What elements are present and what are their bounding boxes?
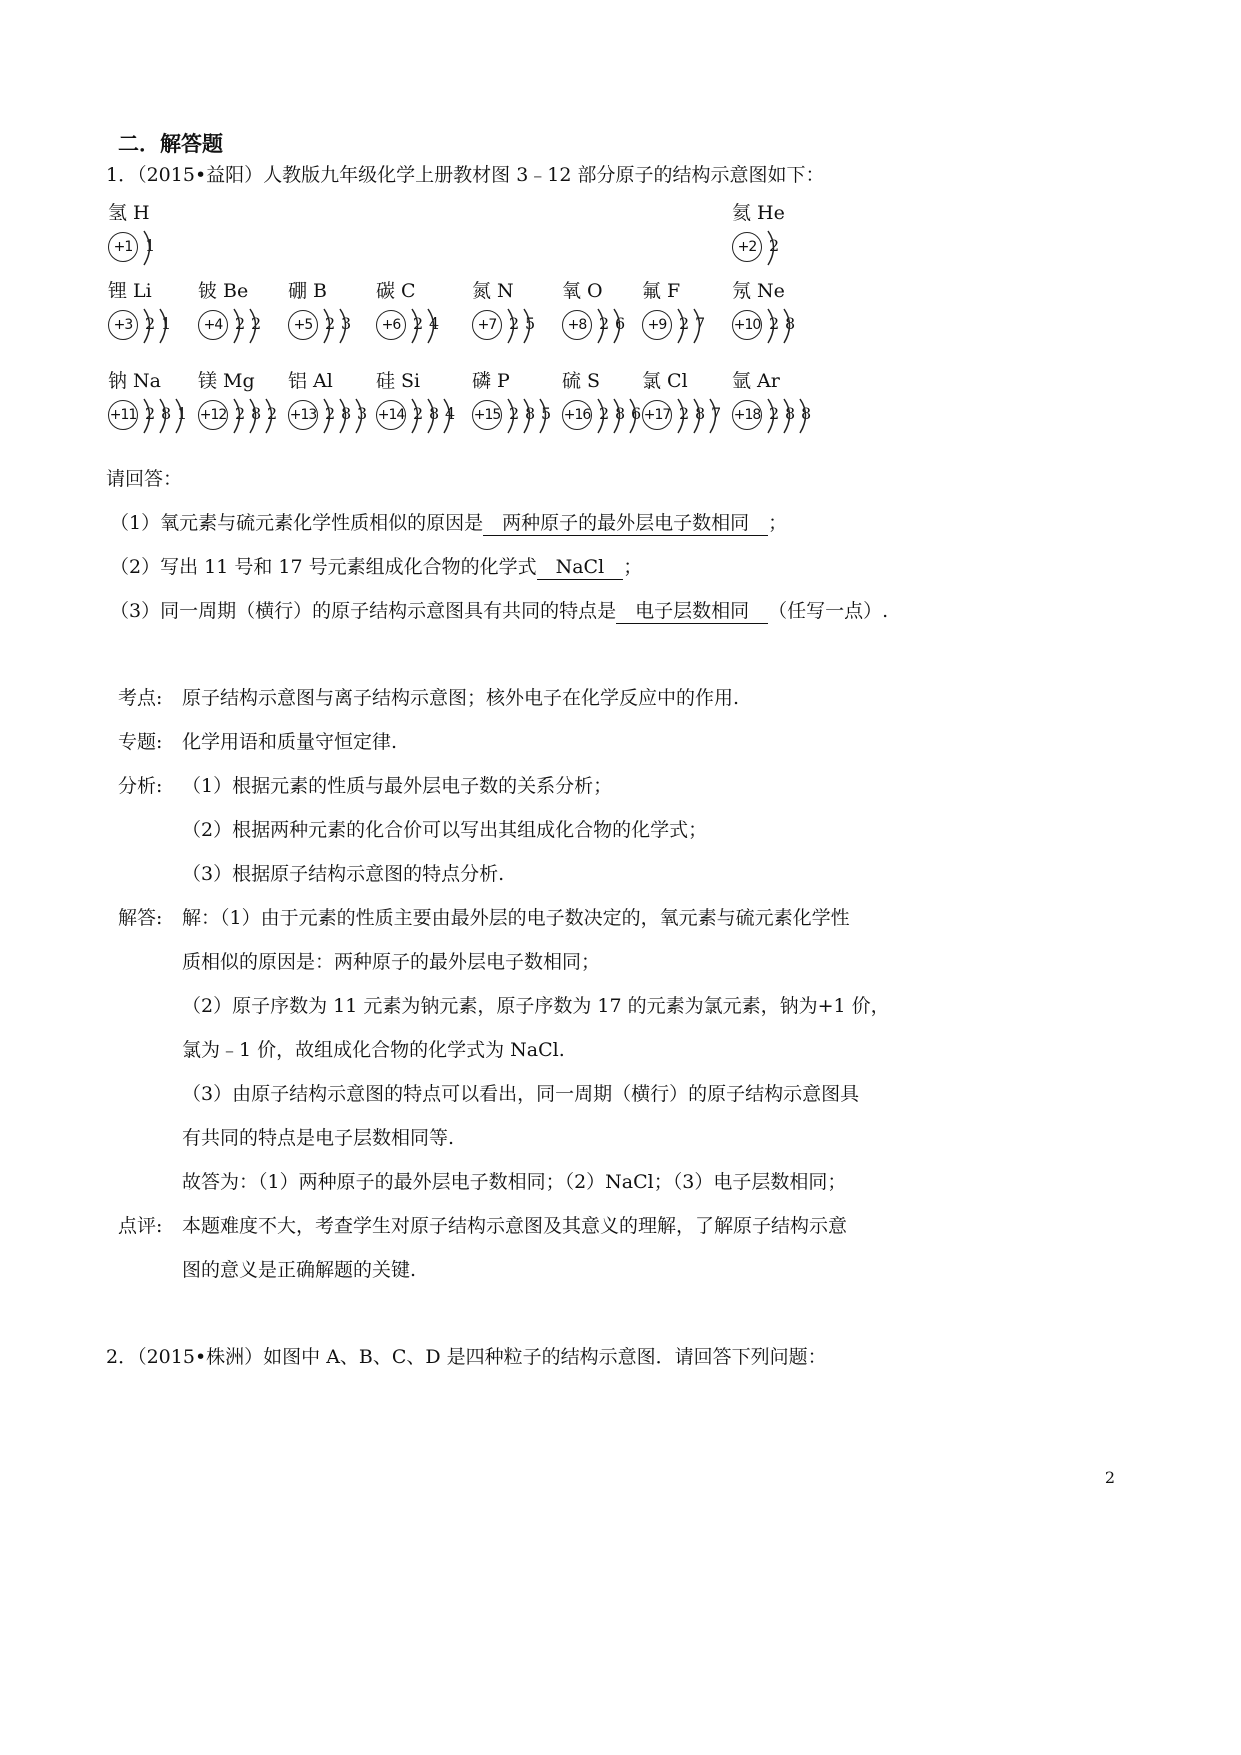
dianping-line: 图的意义是正确解题的关键. — [182, 1259, 417, 1281]
section-title: 二．解答题 — [118, 132, 223, 156]
nucleus-charge: +15 — [472, 400, 502, 430]
shell-arc — [710, 399, 716, 433]
element-name: 氮 N — [472, 280, 514, 302]
nucleus-charge: +12 — [198, 400, 228, 430]
nucleus-charge: +6 — [376, 310, 406, 340]
question-2-stem: 2．（2015•株洲）如图中 A、B、C、D 是四种粒子的结构示意图．请回答下列问题： — [106, 1346, 827, 1368]
sub-question-2-text: （2）写出 11 号和 17 号元素组成化合物的化学式 — [110, 556, 537, 578]
shell-arc — [340, 309, 346, 343]
sub-question-1 — [110, 508, 787, 536]
electron-shells — [376, 396, 468, 436]
electron-shells — [108, 228, 200, 268]
shell-arc — [678, 309, 684, 343]
shell-arc — [160, 399, 166, 433]
nucleus-charge: +8 — [562, 310, 592, 340]
element-name: 硼 B — [288, 280, 328, 302]
sub-question-2-tail: ； — [623, 556, 643, 578]
element-name: 磷 P — [472, 370, 510, 392]
atom-diagram — [642, 276, 734, 366]
shell-electron-count: 8 — [695, 404, 706, 423]
nucleus-charge: +7 — [472, 310, 502, 340]
atom-diagram — [472, 276, 564, 366]
shell-arc — [630, 399, 636, 433]
sub-question-2 — [110, 552, 642, 580]
jieda-line: 故答为：（1）两种原子的最外层电子数相同；（2）NaCl；（3）电子层数相同； — [182, 1171, 847, 1193]
shell-electron-count: 2 — [599, 404, 610, 423]
zhuanti-label: 专题: — [118, 731, 163, 753]
element-name: 铝 Al — [288, 370, 333, 392]
fenxi-line: （3）根据原子结构示意图的特点分析. — [182, 863, 505, 885]
shell-electron-count: 2 — [509, 404, 520, 423]
shell-electron-count: 8 — [161, 404, 172, 423]
nucleus-charge: +11 — [108, 400, 138, 430]
shell-arc — [428, 399, 434, 433]
answer-prompt: 请回答： — [106, 468, 183, 490]
atom-diagram — [562, 366, 654, 456]
shell-arc — [768, 399, 774, 433]
sub-question-3-tail: （任写一点）. — [768, 600, 889, 622]
nucleus-charge: +2 — [732, 232, 762, 262]
electron-shells — [198, 306, 290, 346]
shell-electron-count: 1 — [161, 314, 172, 333]
element-name: 碳 C — [376, 280, 416, 302]
shell-electron-count: 2 — [679, 404, 690, 423]
electron-shells — [108, 306, 200, 346]
element-name: 镁 Mg — [198, 370, 255, 392]
jieda-label: 解答: — [118, 907, 163, 929]
question-1-stem: 1．（2015•益阳）人教版九年级化学上册教材图 3﹣12 部分原子的结构示意图如下： — [106, 164, 825, 186]
atom-diagram — [732, 366, 824, 456]
shell-electron-count: 2 — [769, 236, 780, 255]
electron-shells — [642, 306, 734, 346]
sub-question-3-text: （3）同一周期（横行）的原子结构示意图具有共同的特点是 — [110, 600, 617, 622]
sub-question-1-text: （1）氧元素与硫元素化学性质相似的原因是 — [110, 512, 484, 534]
shell-arc — [678, 399, 684, 433]
shell-arc — [614, 399, 620, 433]
shell-arc — [800, 399, 806, 433]
dianping-label: 点评: — [118, 1215, 163, 1237]
electron-shells — [732, 228, 824, 268]
shell-arc — [508, 399, 514, 433]
shell-electron-count: 1 — [177, 404, 188, 423]
dianping-line: 本题难度不大，考查学生对原子结构示意图及其意义的理解，了解原子结构示意 — [182, 1215, 848, 1237]
shell-arc — [234, 309, 240, 343]
nucleus-charge: +5 — [288, 310, 318, 340]
atom-diagram — [288, 276, 380, 366]
nucleus-charge: +16 — [562, 400, 592, 430]
shell-arc — [768, 309, 774, 343]
sub-question-1-tail: ； — [768, 512, 788, 534]
element-name: 钠 Na — [108, 370, 161, 392]
shell-electron-count: 2 — [235, 314, 246, 333]
atom-diagram — [108, 198, 200, 288]
atom-diagram — [732, 198, 824, 288]
shell-electron-count: 2 — [599, 314, 610, 333]
shell-electron-count: 2 — [267, 404, 278, 423]
nucleus-charge: +18 — [732, 400, 762, 430]
shell-arc — [428, 309, 434, 343]
atom-diagram — [288, 366, 380, 456]
shell-arc — [784, 399, 790, 433]
shell-electron-count: 8 — [429, 404, 440, 423]
jieda-line: 氯为﹣1 价，故组成化合物的化学式为 NaCl. — [182, 1039, 565, 1061]
shell-arc — [160, 309, 166, 343]
shell-arc — [340, 399, 346, 433]
shell-arc — [234, 399, 240, 433]
jieda-line: 解：（1）由于元素的性质主要由最外层的电子数决定的，氧元素与硫元素化学性 — [182, 907, 850, 929]
shell-arc — [324, 309, 330, 343]
shell-electron-count: 8 — [785, 314, 796, 333]
shell-electron-count: 4 — [445, 404, 456, 423]
jieda-line: （2）原子序数为 11 元素为钠元素，原子序数为 17 的元素为氯元素，钠为+1 价， — [182, 995, 890, 1017]
element-name: 氖 Ne — [732, 280, 785, 302]
shell-electron-count: 2 — [413, 404, 424, 423]
atom-diagram — [376, 366, 468, 456]
atom-diagram — [108, 276, 200, 366]
shell-arc — [412, 399, 418, 433]
electron-shells — [562, 396, 654, 436]
shell-arc — [614, 309, 620, 343]
shell-electron-count: 2 — [325, 314, 336, 333]
shell-electron-count: 7 — [711, 404, 722, 423]
shell-electron-count: 2 — [413, 314, 424, 333]
jieda-line: 质相似的原因是：两种原子的最外层电子数相同； — [182, 951, 601, 973]
shell-arc — [144, 231, 150, 265]
sub-question-3 — [110, 596, 888, 624]
shell-electron-count: 2 — [325, 404, 336, 423]
element-name: 氢 H — [108, 202, 150, 224]
sub-question-3-answer: 电子层数相同 — [616, 600, 769, 622]
shell-electron-count: 8 — [525, 404, 536, 423]
shell-electron-count: 2 — [679, 314, 690, 333]
shell-arc — [144, 309, 150, 343]
shell-arc — [266, 399, 272, 433]
shell-electron-count: 8 — [615, 404, 626, 423]
fenxi-line: （2）根据两种元素的化合价可以写出其组成化合物的化学式； — [182, 819, 708, 841]
shell-arc — [524, 309, 530, 343]
electron-shells — [472, 306, 564, 346]
shell-electron-count: 1 — [145, 236, 156, 255]
shell-arc — [250, 309, 256, 343]
shell-electron-count: 2 — [769, 404, 780, 423]
shell-electron-count: 6 — [615, 314, 626, 333]
shell-arc — [444, 399, 450, 433]
shell-arc — [694, 309, 700, 343]
nucleus-charge: +13 — [288, 400, 318, 430]
nucleus-charge: +14 — [376, 400, 406, 430]
shell-arc — [540, 399, 546, 433]
atom-diagram — [108, 366, 200, 456]
nucleus-charge: +3 — [108, 310, 138, 340]
nucleus-charge: +9 — [642, 310, 672, 340]
element-name: 氟 F — [642, 280, 681, 302]
nucleus-charge: +1 — [108, 232, 138, 262]
atom-diagram — [472, 366, 564, 456]
nucleus-charge: +10 — [732, 310, 762, 340]
sub-question-1-answer: 两种原子的最外层电子数相同 — [483, 512, 769, 534]
shell-arc — [412, 309, 418, 343]
electron-shells — [472, 396, 564, 436]
shell-arc — [176, 399, 182, 433]
electron-shells — [288, 306, 380, 346]
element-name: 铍 Be — [198, 280, 249, 302]
shell-electron-count: 2 — [509, 314, 520, 333]
shell-electron-count: 8 — [785, 404, 796, 423]
electron-shells — [198, 396, 290, 436]
element-name: 锂 Li — [108, 280, 152, 302]
element-name: 硫 S — [562, 370, 601, 392]
shell-electron-count: 8 — [801, 404, 812, 423]
element-name: 氧 O — [562, 280, 603, 302]
shell-arc — [598, 399, 604, 433]
kaodian-label: 考点: — [118, 687, 163, 709]
nucleus-charge: +17 — [642, 400, 672, 430]
electron-shells — [562, 306, 654, 346]
shell-electron-count: 6 — [631, 404, 642, 423]
fenxi-line: （1）根据元素的性质与最外层电子数的关系分析； — [182, 775, 613, 797]
shell-arc — [598, 309, 604, 343]
shell-arc — [524, 399, 530, 433]
shell-electron-count: 2 — [769, 314, 780, 333]
shell-electron-count: 3 — [341, 314, 352, 333]
shell-arc — [324, 399, 330, 433]
shell-electron-count: 2 — [251, 314, 262, 333]
element-name: 氦 He — [732, 202, 785, 224]
shell-arc — [694, 399, 700, 433]
shell-electron-count: 5 — [541, 404, 552, 423]
page-number: 2 — [1104, 1468, 1115, 1487]
zhuanti-text: 化学用语和质量守恒定律. — [182, 731, 398, 753]
kaodian-text: 原子结构示意图与离子结构示意图；核外电子在化学反应中的作用. — [182, 687, 740, 709]
nucleus-charge: +4 — [198, 310, 228, 340]
electron-shells — [376, 306, 468, 346]
electron-shells — [642, 396, 734, 436]
fenxi-label: 分析: — [118, 775, 163, 797]
atom-diagram — [642, 366, 734, 456]
shell-arc — [508, 309, 514, 343]
shell-electron-count: 2 — [145, 314, 156, 333]
electron-shells — [732, 396, 824, 436]
shell-arc — [144, 399, 150, 433]
atom-diagram — [376, 276, 468, 366]
shell-arc — [356, 399, 362, 433]
electron-shells — [288, 396, 380, 436]
element-name: 硅 Si — [376, 370, 421, 392]
atom-diagram — [732, 276, 824, 366]
element-name: 氩 Ar — [732, 370, 780, 392]
shell-electron-count: 2 — [235, 404, 246, 423]
jieda-line: 有共同的特点是电子层数相同等. — [182, 1127, 455, 1149]
electron-shells — [108, 396, 200, 436]
element-name: 氯 Cl — [642, 370, 688, 392]
shell-arc — [250, 399, 256, 433]
shell-electron-count: 3 — [357, 404, 368, 423]
shell-electron-count: 8 — [341, 404, 352, 423]
shell-electron-count: 7 — [695, 314, 706, 333]
shell-electron-count: 4 — [429, 314, 440, 333]
atom-diagram — [198, 366, 290, 456]
shell-electron-count: 5 — [525, 314, 536, 333]
shell-electron-count: 8 — [251, 404, 262, 423]
shell-arc — [768, 231, 774, 265]
atom-diagram — [562, 276, 654, 366]
sub-question-2-answer: NaCl — [536, 556, 624, 578]
shell-arc — [784, 309, 790, 343]
atom-diagram — [198, 276, 290, 366]
electron-shells — [732, 306, 824, 346]
jieda-line: （3）由原子结构示意图的特点可以看出，同一周期（横行）的原子结构示意图具 — [182, 1083, 860, 1105]
shell-electron-count: 2 — [145, 404, 156, 423]
